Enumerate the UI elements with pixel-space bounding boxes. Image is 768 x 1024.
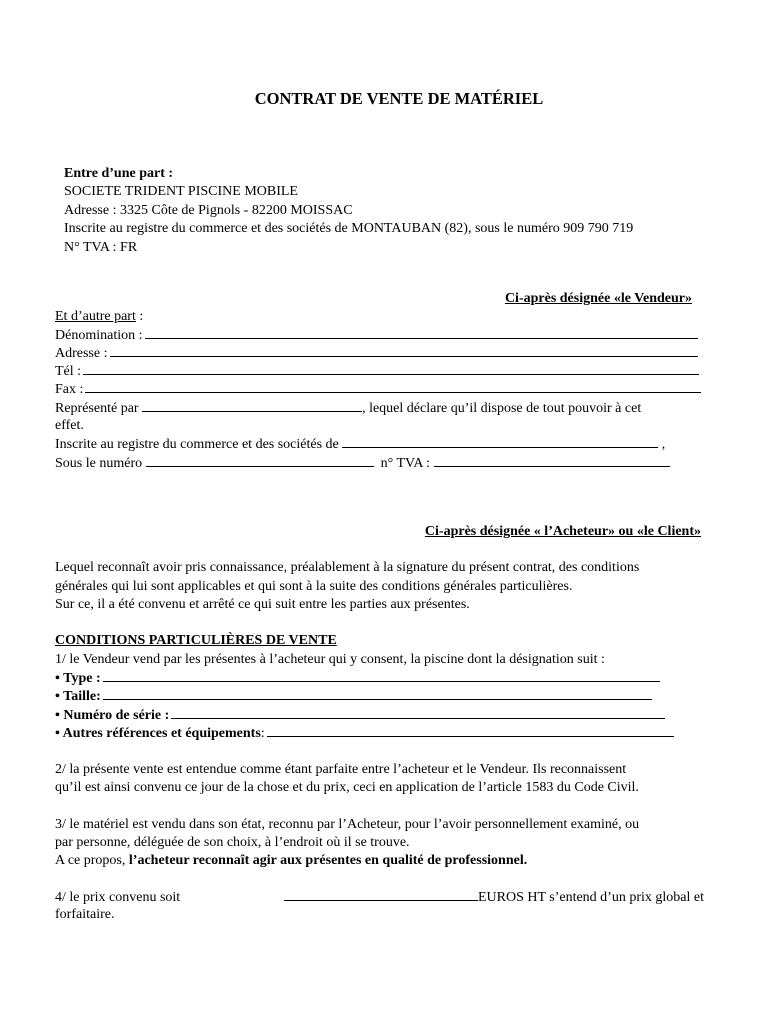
item2-line-2: qu’il est ainsi convenu ce jour de la chose et du prix, ceci en application de l’article 1583 du Code Civil. [55,780,639,795]
buyer-vat-blank[interactable] [434,454,670,467]
buyer-number-label: Sous le numéro [55,456,143,471]
item3-line-3: A ce propos, l’acheteur reconnaît agir aux présentes en qualité de professionnel. [55,853,528,868]
item2-line-1: 2/ la présente vente est entendue comme étant parfaite entre l’acheteur et le Vendeur. Ils reconnaissent [55,762,627,777]
address-blank[interactable] [110,344,699,357]
page-title: CONTRAT DE VENTE DE MATÉRIEL [254,89,544,108]
seller-heading: Entre d’une part : [64,166,174,181]
address-field[interactable] [55,344,698,363]
seller-registry: Inscrite au registre du commerce et des sociétés de MONTAUBAN (82), sous le numéro 909 790 719 [64,221,634,236]
serial-label: • Numéro de série : [55,708,170,723]
buyer-number-line [55,454,670,473]
represented-cont: effet. [55,418,84,433]
serial-field[interactable] [55,706,665,725]
seller-vat: N° TVA : FR [64,240,138,255]
item4-line-1 [55,888,704,907]
denomination-label: Dénomination : [55,328,143,343]
size-field[interactable] [55,687,652,706]
other-field[interactable]: • Autres références et équipements : [55,724,674,743]
type-blank[interactable] [103,669,660,682]
fax-blank[interactable] [85,380,701,393]
fax-field[interactable] [55,380,701,399]
type-label: • Type : [55,671,101,686]
other-label: • Autres références et équipements [55,726,261,741]
buyer-registry-line: Inscrite au registre du commerce et des sociétés de , [55,437,666,452]
buyer-designation: Ci-après désignée « l’Acheteur» ou «le Client» [424,524,701,539]
seller-name: SOCIETE TRIDENT PISCINE MOBILE [64,184,298,199]
item3-line-2: par personne, déléguée de son choix, à l’endroit où il se trouve. [55,835,410,850]
buyer-registry-label: Inscrite au registre du commerce et des sociétés de [55,437,339,452]
intro-line-3: Sur ce, il a été convenu et arrêté ce qui suit entre les parties aux présentes. [55,597,470,612]
intro-line-2: générales qui lui sont applicables et qui sont à la suite des conditions générales particulières. [55,579,573,594]
tel-field[interactable] [55,362,699,381]
tel-label: Tél : [55,364,82,379]
represented-line [55,399,641,418]
price-blank[interactable] [284,888,478,901]
item4-suffix: EUROS HT s’entend d’un prix global et [477,890,704,905]
seller-address: Adresse : 3325 Côte de Pignols - 82200 MOISSAC [64,203,353,218]
denomination-field[interactable] [55,326,698,345]
other-blank[interactable] [267,724,674,737]
represented-label: Représenté par [55,401,139,416]
buyer-vat-label: n° TVA : [380,456,431,471]
conditions-heading: CONDITIONS PARTICULIÈRES DE VENTE [55,633,337,648]
item4-prefix: 4/ le prix convenu soit [55,890,181,905]
type-field[interactable] [55,669,660,688]
buyer-registry-blank[interactable] [342,435,658,448]
intro-line-1: Lequel reconnaît avoir pris connaissance, préalablement à la signature du présent contrat, des conditions [55,560,640,575]
fax-label: Fax : [55,382,84,397]
denomination-blank[interactable] [145,326,699,339]
tel-blank[interactable] [83,362,699,375]
represented-blank[interactable] [142,399,362,412]
size-blank[interactable] [103,687,652,700]
size-label: • Taille: [55,689,101,704]
item3-line-1: 3/ le matériel est vendu dans son état, reconnu par l’Acheteur, pour l’avoir personnellement examiné, ou [55,817,640,832]
buyer-heading: Et d’autre part : [55,309,144,324]
seller-designation: Ci-après désignée «le Vendeur» [504,291,692,306]
serial-blank[interactable] [171,706,665,719]
represented-suffix: , lequel déclare qu’il dispose de tout pouvoir à cet [362,401,642,416]
item4-line-2: forfaitaire. [55,907,115,922]
buyer-number-blank[interactable] [146,454,374,467]
address-label: Adresse : [55,346,108,361]
item1-intro: 1/ le Vendeur vend par les présentes à l’acheteur qui y consent, la piscine dont la désignation suit : [55,652,605,667]
